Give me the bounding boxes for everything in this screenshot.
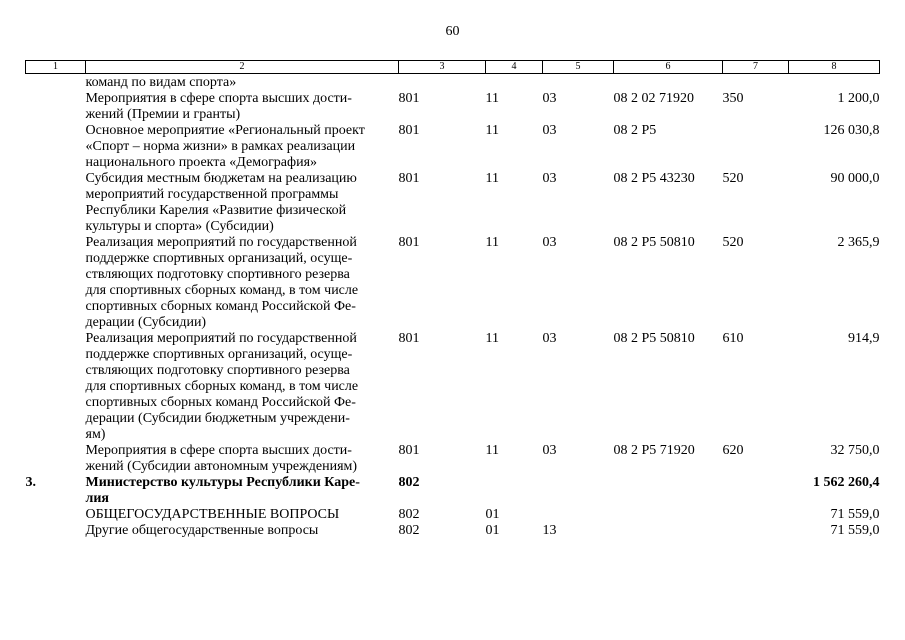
expense-type-code (723, 74, 789, 92)
ministry-code: 801 (398, 123, 420, 138)
expense-type-code (723, 123, 789, 171)
amount: 914,9 (848, 331, 880, 346)
row-number (26, 171, 86, 235)
item-name: Субсидия местным бюджетам на реализацию мероприятий государственной программы Республики Карелия «Развитие физической культуры и спорта» (Субсидии) (85, 171, 357, 234)
section-code: 11 (485, 331, 499, 346)
target-article-code (614, 475, 723, 507)
amount: 126 030,8 (823, 123, 880, 138)
table-row (26, 443, 880, 475)
ministry-code: 802 (398, 523, 420, 538)
item-name: ОБЩЕГОСУДАРСТВЕННЫЕ ВОПРОСЫ (85, 507, 340, 522)
table-row (26, 235, 880, 331)
amount: 90 000,0 (830, 171, 880, 186)
target-article-code (614, 74, 723, 92)
subsection-code (543, 507, 614, 523)
ministry-code: 802 (398, 475, 420, 490)
table-row (26, 91, 880, 123)
amount (789, 74, 880, 92)
ministry-code: 802 (398, 507, 420, 522)
subsection-code: 03 (542, 443, 557, 458)
item-name: Реализация мероприятий по государственной поддержке спортивных организаций, осуще- ствляющих подготовку спортивного резерва для спортивных сборных команд, в том числе спортивных сборных команд Российской Фе- дерации (Субсидии) (85, 235, 359, 330)
table-row (26, 507, 880, 523)
amount: 32 750,0 (830, 443, 880, 458)
column-header: 6 (614, 61, 723, 74)
subsection-code: 13 (542, 523, 557, 538)
budget-table (25, 60, 880, 539)
item-name: Другие общегосударственные вопросы (85, 523, 319, 538)
subsection-code (543, 74, 614, 92)
target-article-code: 08 2 P5 71920 (613, 443, 695, 458)
expense-type-code (723, 507, 789, 523)
target-article-code (614, 523, 723, 539)
target-article-code: 08 2 P5 43230 (613, 171, 695, 186)
section-code (486, 475, 543, 507)
row-number (26, 443, 86, 475)
target-article-code: 08 2 P5 50810 (613, 331, 695, 346)
ministry-code: 801 (398, 443, 420, 458)
ministry-code: 801 (398, 235, 420, 250)
ministry-code: 801 (398, 171, 420, 186)
item-name: Мероприятия в сфере спорта высших дости- жений (Премии и гранты) (85, 91, 352, 122)
row-number (26, 74, 86, 92)
expense-type-code (723, 475, 789, 507)
page-number: 60 (445, 24, 460, 39)
column-header: 2 (86, 61, 399, 74)
subsection-code: 03 (542, 123, 557, 138)
item-name: Министерство культуры Республики Каре- лия (85, 475, 360, 506)
column-header: 4 (486, 61, 543, 74)
section-code (486, 74, 543, 92)
table-row (26, 331, 880, 443)
section-code: 11 (485, 91, 499, 106)
target-article-code: 08 2 P5 (613, 123, 657, 138)
column-header: 1 (26, 61, 86, 74)
subsection-code: 03 (542, 171, 557, 186)
ministry-code: 801 (398, 331, 420, 346)
amount: 71 559,0 (830, 523, 880, 538)
section-code: 11 (485, 123, 499, 138)
amount: 2 365,9 (837, 235, 880, 250)
column-number-row (26, 61, 880, 74)
column-header: 5 (543, 61, 614, 74)
section-code: 01 (485, 507, 500, 522)
section-code: 11 (485, 443, 499, 458)
item-name: Реализация мероприятий по государственной поддержке спортивных организаций, осуще- ствляющих подготовку спортивного резерва для спортивных сборных команд, в том числе спортивных сборных команд Российской Фе- дерации (Субсидии бюджетным учреждени- ям) (85, 331, 359, 442)
subsection-code (543, 475, 614, 507)
table-row (26, 123, 880, 171)
section-code: 01 (485, 523, 500, 538)
section-code: 11 (485, 171, 499, 186)
target-article-code (614, 507, 723, 523)
row-number (26, 91, 86, 123)
row-number (26, 331, 86, 443)
ministry-code (399, 74, 486, 92)
subsection-code: 03 (542, 331, 557, 346)
table-row (26, 523, 880, 539)
row-number (26, 523, 86, 539)
table-row (26, 74, 880, 92)
section-code: 11 (485, 235, 499, 250)
target-article-code: 08 2 P5 50810 (613, 235, 695, 250)
column-header: 7 (723, 61, 789, 74)
column-header: 3 (399, 61, 486, 74)
row-number (26, 507, 86, 523)
expense-type-code: 350 (722, 91, 744, 106)
target-article-code: 08 2 02 71920 (613, 91, 694, 106)
item-name: команд по видам спорта» (85, 75, 237, 90)
table-row (26, 475, 880, 507)
amount: 71 559,0 (830, 507, 880, 522)
row-number (26, 123, 86, 171)
expense-type-code: 520 (722, 171, 744, 186)
row-number (26, 235, 86, 331)
expense-type-code (723, 523, 789, 539)
table-body (26, 74, 880, 540)
ministry-code: 801 (398, 91, 420, 106)
item-name: Основное мероприятие «Региональный проект «Спорт – норма жизни» в рамках реализации национального проекта «Демография» (85, 123, 365, 170)
column-header: 8 (789, 61, 880, 74)
amount: 1 562 260,4 (813, 475, 880, 490)
expense-type-code: 620 (722, 443, 744, 458)
subsection-code: 03 (542, 91, 557, 106)
amount: 1 200,0 (837, 91, 880, 106)
expense-type-code: 610 (722, 331, 744, 346)
item-name: Мероприятия в сфере спорта высших дости- жений (Субсидии автономным учреждениям) (85, 443, 358, 474)
subsection-code: 03 (542, 235, 557, 250)
row-number: 3. (25, 475, 36, 490)
expense-type-code: 520 (722, 235, 744, 250)
table-row (26, 171, 880, 235)
